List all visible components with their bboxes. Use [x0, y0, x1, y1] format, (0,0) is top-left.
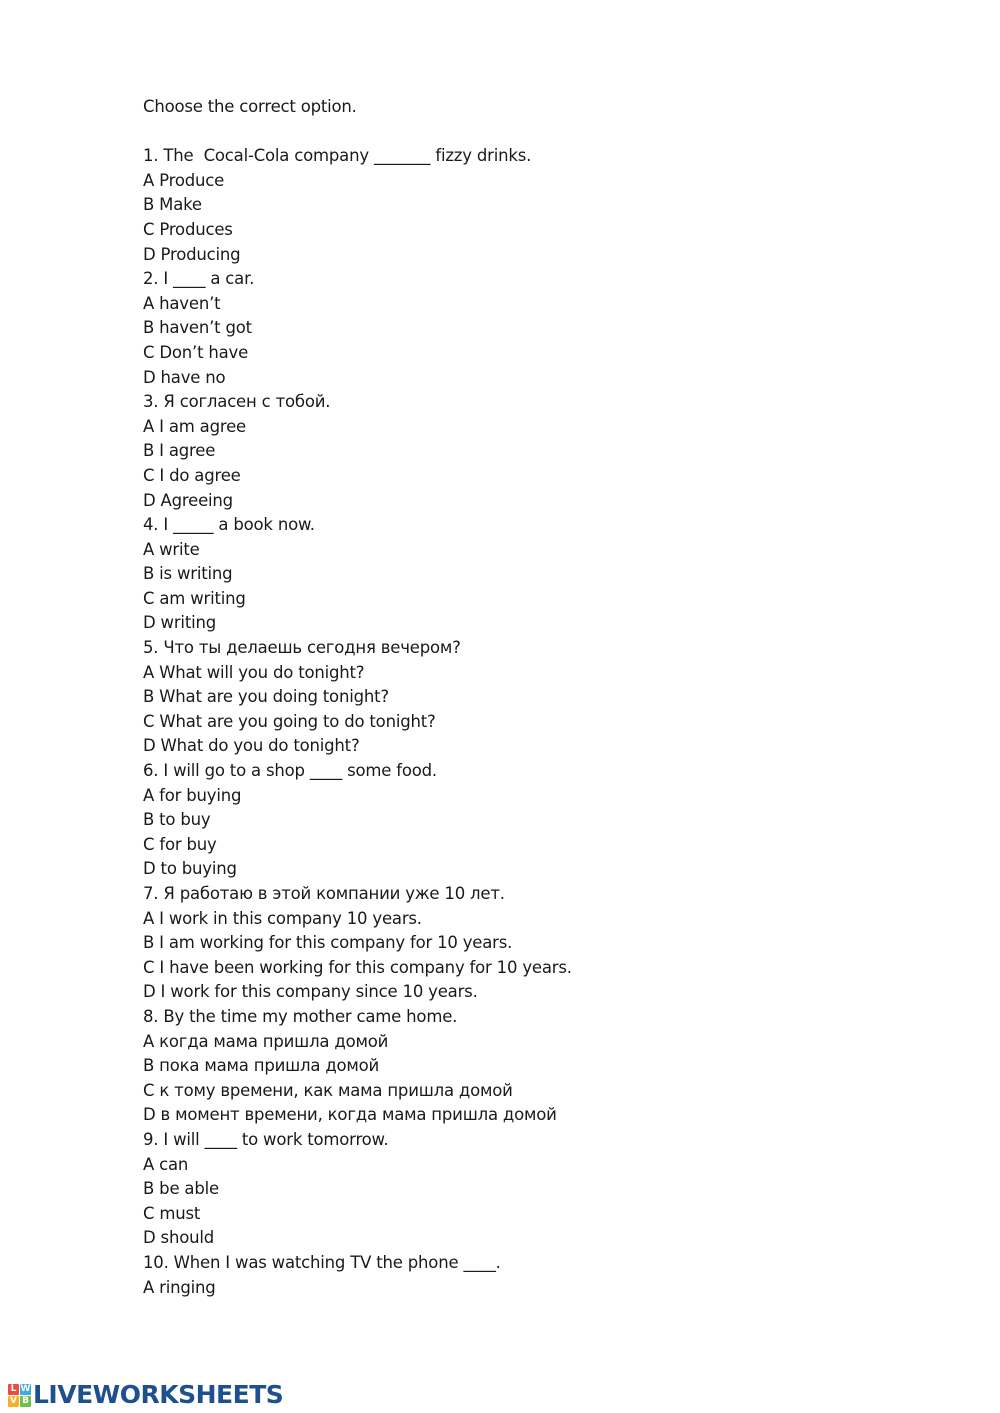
question-block [143, 1128, 963, 1251]
question-prompt: 10. When I was watching TV the phone ____. [143, 1252, 501, 1272]
answer-option: C Don’t have [143, 342, 249, 362]
question-prompt: 7. Я работаю в этой компании уже 10 лет. [143, 884, 505, 903]
question-block [143, 882, 963, 1005]
answer-option: A когда мама пришла домой [143, 1031, 389, 1051]
question-prompt: 8. By the time my mother came home. [143, 1006, 458, 1026]
answer-option: A I am agree [143, 416, 246, 436]
answer-option: B What are you doing tonight? [143, 687, 389, 707]
question-block [143, 1251, 963, 1300]
question-prompt: 4. I _____ a book now. [143, 515, 315, 535]
answer-option: D to buying [143, 859, 237, 879]
question-prompt: 6. I will go to a shop ____ some food. [143, 761, 437, 781]
answer-option: B haven’t got [143, 318, 252, 338]
question-prompt: 1. The Cocal-Cola company _______ fizzy drinks. [143, 146, 532, 166]
answer-option: A write [143, 539, 200, 559]
question-block [143, 636, 963, 759]
logo-block: B [20, 1396, 31, 1407]
answer-option: A What will you do tonight? [143, 662, 365, 682]
answer-option: D Producing [143, 244, 241, 264]
answer-option: C am writing [143, 588, 246, 608]
question-block [143, 759, 963, 882]
answer-option: D have no [143, 367, 226, 387]
question-block [143, 267, 963, 390]
answer-option: D should [143, 1228, 215, 1248]
answer-option: A I work in this company 10 years. [143, 908, 422, 928]
answer-option: A haven’t [143, 293, 221, 313]
question-block [143, 390, 963, 513]
question-block [143, 513, 963, 636]
question-block [143, 1005, 963, 1128]
answer-option: D I work for this company since 10 years. [143, 982, 478, 1002]
question-list [143, 144, 963, 1300]
answer-option: C I have been working for this company for 10 years. [143, 957, 572, 977]
question-prompt: 5. Что ты делаешь сегодня вечером? [143, 638, 461, 658]
answer-option: D writing [143, 613, 216, 633]
question-prompt: 9. I will ____ to work tomorrow. [143, 1129, 389, 1149]
answer-option: A for buying [143, 785, 242, 805]
answer-option: B be able [143, 1179, 219, 1199]
answer-option: A can [143, 1154, 189, 1174]
answer-option: D What do you do tonight? [143, 736, 360, 756]
answer-option: D Agreeing [143, 490, 233, 510]
answer-option: B to buy [143, 810, 211, 830]
brand-name: LIVEWORKSHEETS [33, 1380, 284, 1409]
answer-option: C к тому времени, как мама пришла домой [143, 1080, 513, 1100]
logo-block: V [8, 1396, 19, 1407]
answer-option: B Make [143, 195, 202, 215]
answer-option: C Produces [143, 219, 233, 239]
answer-option: C What are you going to do tonight? [143, 711, 436, 731]
logo-icon [8, 1384, 31, 1407]
answer-option: A ringing [143, 1277, 216, 1297]
question-prompt: 3. Я согласен с тобой. [143, 392, 331, 412]
answer-option: A Produce [143, 170, 225, 190]
question-block [143, 144, 963, 267]
answer-option: B I agree [143, 441, 216, 461]
answer-option: C for buy [143, 834, 217, 854]
answer-option: D в момент времени, когда мама пришла домой [143, 1105, 557, 1125]
instruction: Choose the correct option. [143, 97, 357, 116]
logo-block: L [8, 1384, 19, 1395]
answer-option: B is writing [143, 564, 233, 584]
answer-option: C must [143, 1203, 201, 1223]
question-prompt: 2. I ____ a car. [143, 269, 255, 289]
answer-option: B I am working for this company for 10 years. [143, 933, 513, 953]
answer-option: C I do agree [143, 465, 241, 485]
worksheet [143, 95, 963, 1300]
logo-block: W [20, 1383, 31, 1394]
answer-option: B пока мама пришла домой [143, 1056, 380, 1076]
liveworksheets-logo [8, 1380, 283, 1410]
